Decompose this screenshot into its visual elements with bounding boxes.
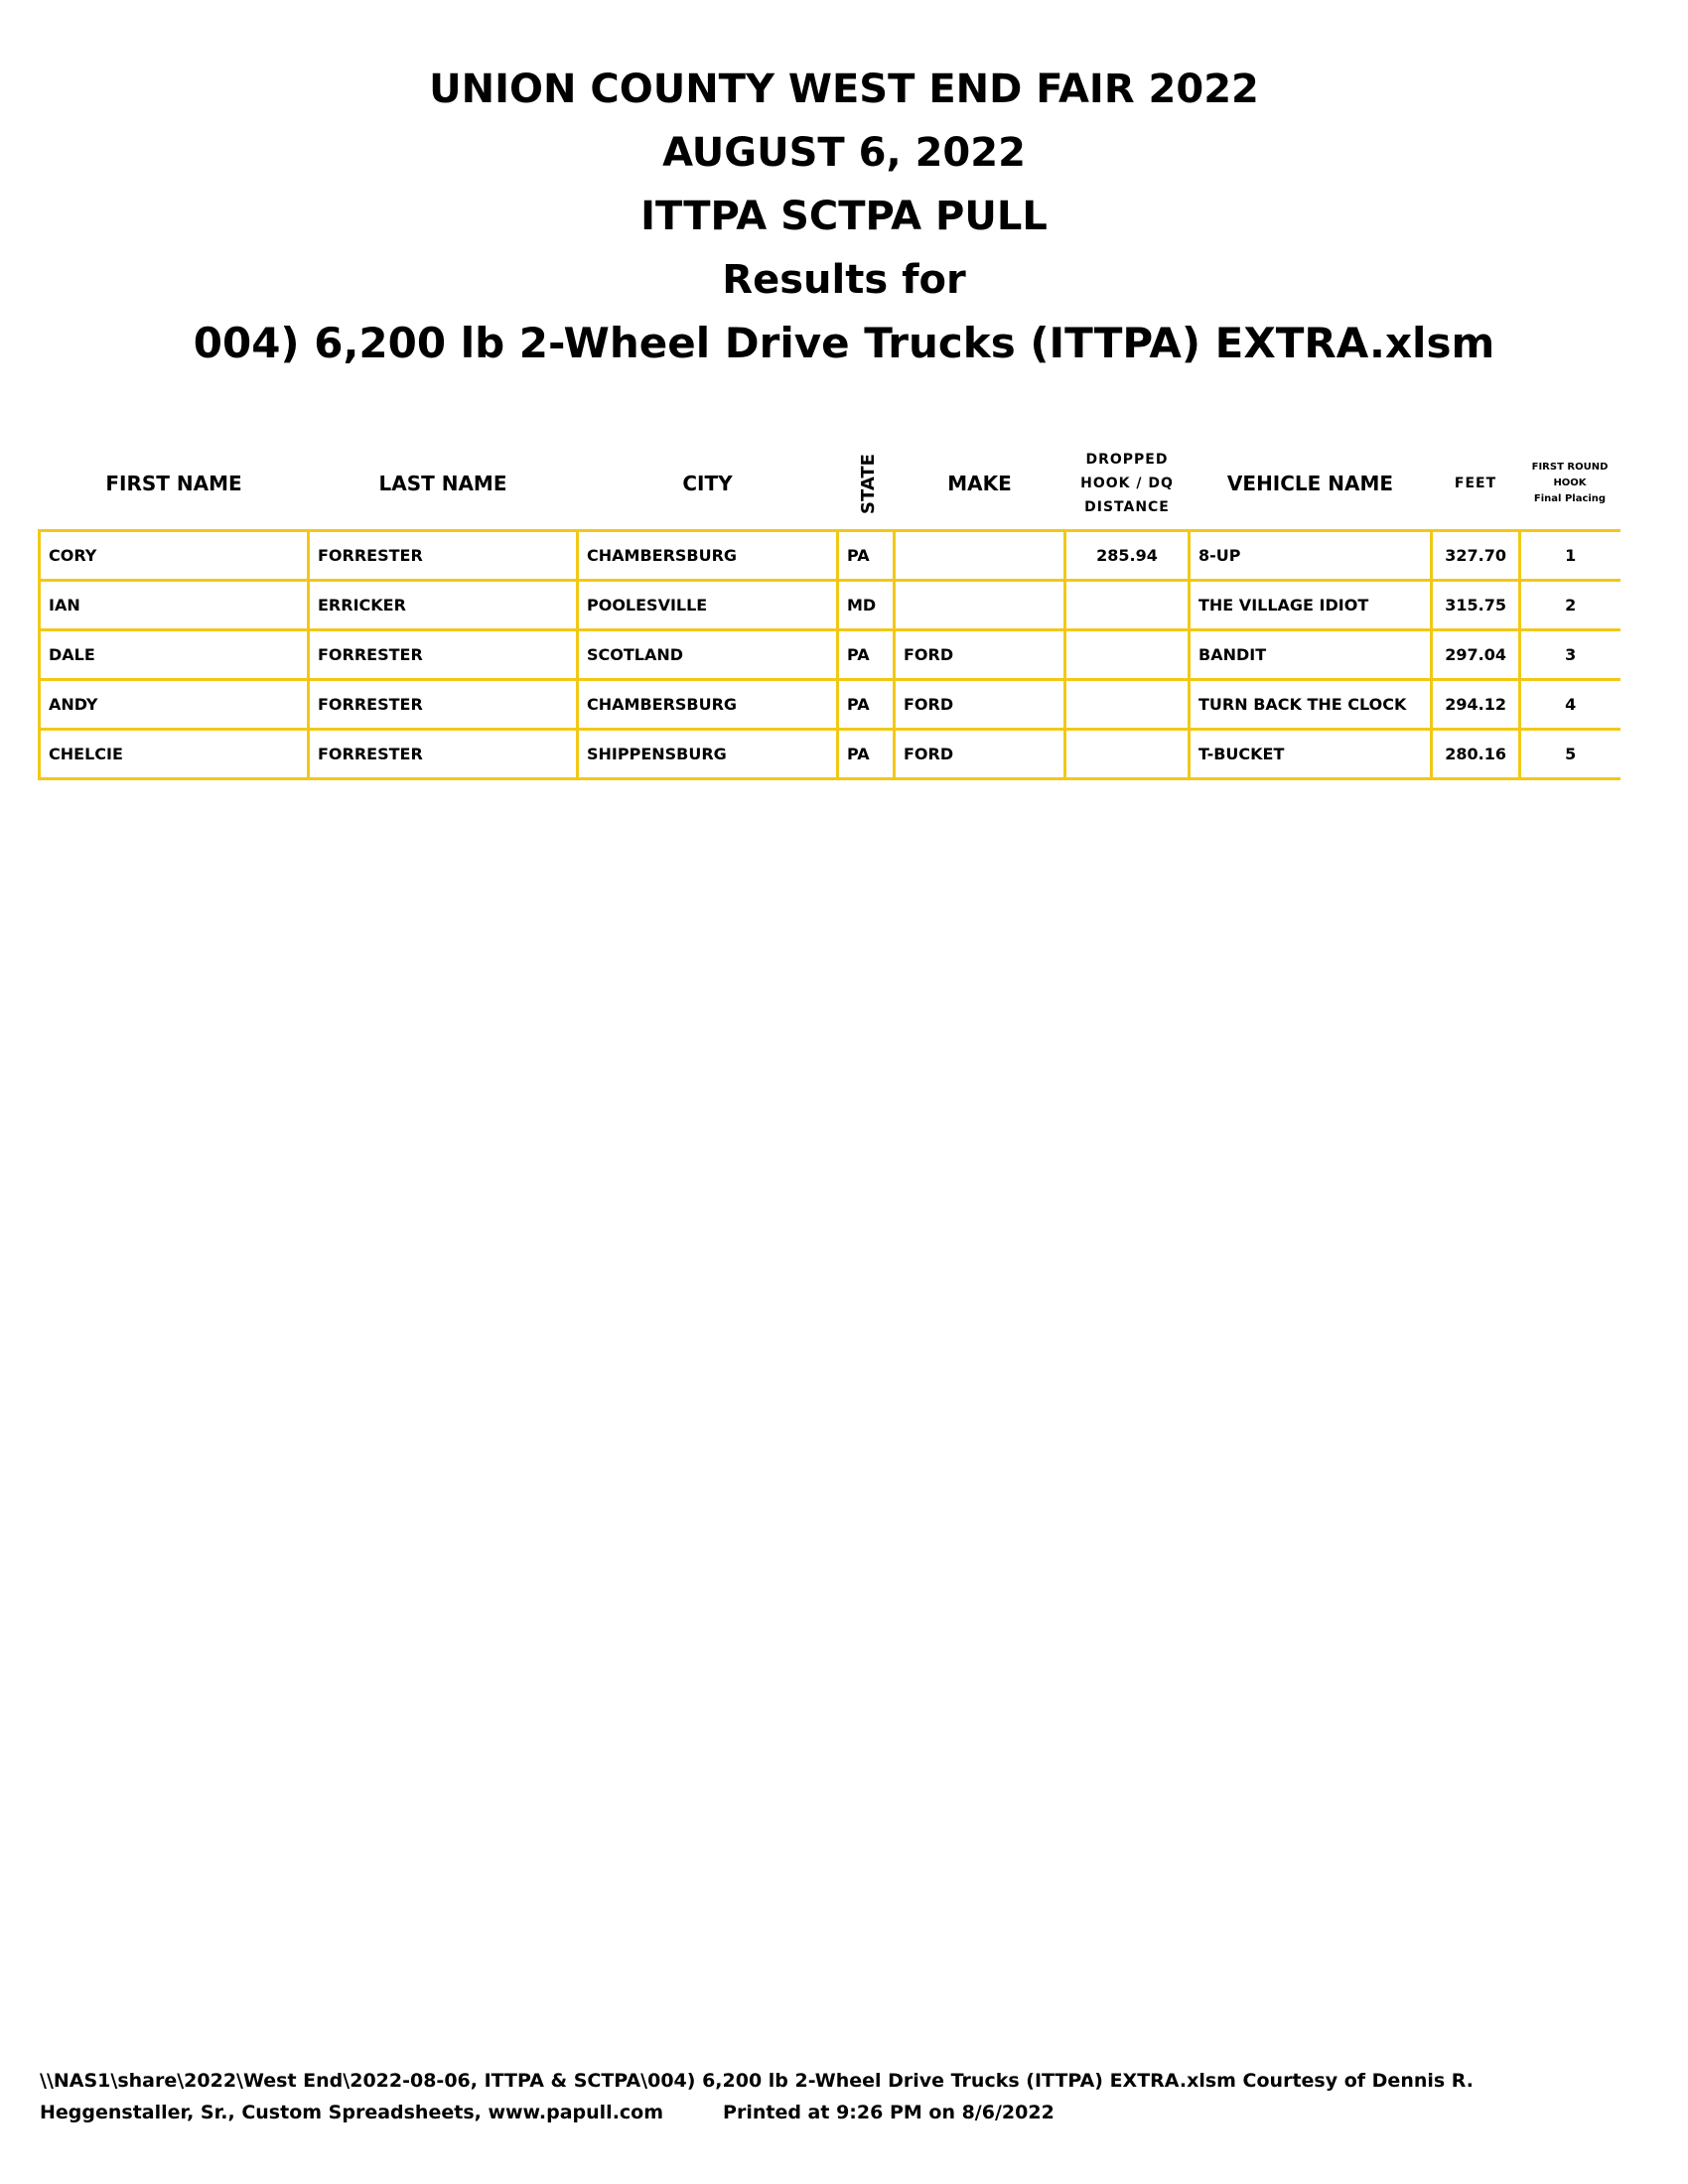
cell-dq-distance <box>1065 729 1190 778</box>
results-for-label: Results for <box>722 257 966 303</box>
cell-make <box>895 530 1065 580</box>
cell-first-name: CHELCIE <box>40 729 309 778</box>
cell-vehicle-name: THE VILLAGE IDIOT <box>1190 580 1432 629</box>
col-fr-line1: FIRST ROUND <box>1531 462 1609 474</box>
pull-name: ITTPA SCTPA PULL <box>640 194 1048 239</box>
class-title: 004) 6,200 lb 2-Wheel Drive Trucks (ITTPA) EXTRA.xlsm <box>193 319 1495 367</box>
cell-state: PA <box>838 729 895 778</box>
cell-vehicle-name: 8-UP <box>1190 530 1432 580</box>
cell-feet: 327.70 <box>1432 530 1520 580</box>
col-make: MAKE <box>947 472 1012 496</box>
cell-last-name: FORRESTER <box>309 729 578 778</box>
footer-credit-line <box>40 2097 1648 2128</box>
cell-city: CHAMBERSBURG <box>578 679 838 729</box>
cell-feet: 315.75 <box>1432 580 1520 629</box>
cell-first-name: CORY <box>40 530 309 580</box>
cell-placing: 4 <box>1520 679 1620 729</box>
col-state <box>838 439 895 530</box>
cell-city: CHAMBERSBURG <box>578 530 838 580</box>
table-row <box>40 679 1620 729</box>
cell-city: POOLESVILLE <box>578 580 838 629</box>
cell-first-name: IAN <box>40 580 309 629</box>
event-title: UNION COUNTY WEST END FAIR 2022 <box>429 67 1259 112</box>
cell-last-name: FORRESTER <box>309 530 578 580</box>
cell-dq-distance <box>1065 629 1190 679</box>
cell-last-name: FORRESTER <box>309 679 578 729</box>
col-first-name: FIRST NAME <box>105 472 242 496</box>
table-row <box>40 580 1620 629</box>
cell-vehicle-name: TURN BACK THE CLOCK <box>1190 679 1432 729</box>
table-row <box>40 629 1620 679</box>
cell-dq-distance <box>1065 580 1190 629</box>
col-final-placing <box>1520 439 1620 530</box>
table-row <box>40 530 1620 580</box>
col-city: CITY <box>682 472 733 496</box>
cell-first-name: ANDY <box>40 679 309 729</box>
col-dq-distance <box>1065 439 1190 530</box>
col-state-label: STATE <box>857 453 879 514</box>
cell-dq-distance: 285.94 <box>1065 530 1190 580</box>
header-row <box>40 439 1620 530</box>
cell-feet: 280.16 <box>1432 729 1520 778</box>
col-fr-line3: Final Placing <box>1533 493 1607 505</box>
results-table <box>38 439 1620 780</box>
cell-state: MD <box>838 580 895 629</box>
col-feet: FEET <box>1454 476 1497 492</box>
cell-city: SCOTLAND <box>578 629 838 679</box>
cell-city: SHIPPENSBURG <box>578 729 838 778</box>
cell-make: FORD <box>895 679 1065 729</box>
cell-state: PA <box>838 629 895 679</box>
cell-vehicle-name: BANDIT <box>1190 629 1432 679</box>
col-fr-line2: HOOK <box>1553 478 1587 489</box>
page-footer <box>40 2065 1648 2128</box>
cell-state: PA <box>838 679 895 729</box>
cell-state: PA <box>838 530 895 580</box>
cell-make: FORD <box>895 629 1065 679</box>
cell-placing: 3 <box>1520 629 1620 679</box>
cell-make: FORD <box>895 729 1065 778</box>
table-row <box>40 729 1620 778</box>
cell-first-name: DALE <box>40 629 309 679</box>
cell-make <box>895 580 1065 629</box>
report-header <box>0 58 1688 375</box>
cell-last-name: FORRESTER <box>309 629 578 679</box>
col-vehicle-name: VEHICLE NAME <box>1226 472 1394 496</box>
cell-feet: 294.12 <box>1432 679 1520 729</box>
cell-dq-distance <box>1065 679 1190 729</box>
cell-vehicle-name: T-BUCKET <box>1190 729 1432 778</box>
cell-feet: 297.04 <box>1432 629 1520 679</box>
cell-placing: 5 <box>1520 729 1620 778</box>
event-date: AUGUST 6, 2022 <box>662 130 1026 176</box>
cell-last-name: ERRICKER <box>309 580 578 629</box>
cell-placing: 1 <box>1520 530 1620 580</box>
col-dq-line3: DISTANCE <box>1084 499 1170 516</box>
col-dq-line2: HOOK / DQ <box>1080 476 1174 492</box>
footer-file-path: \\NAS1\share\2022\West End\2022-08-06, ITTPA & SCTPA\004) 6,200 lb 2-Wheel Drive Trucks (ITTPA) EXTRA.xlsm Courtesy of Dennis R. <box>40 2070 1475 2092</box>
col-dq-line1: DROPPED <box>1085 452 1169 469</box>
col-last-name: LAST NAME <box>378 472 507 496</box>
cell-placing: 2 <box>1520 580 1620 629</box>
footer-printed-time: Printed at 9:26 PM on 8/6/2022 <box>723 2102 1055 2123</box>
footer-credit: Heggenstaller, Sr., Custom Spreadsheets, www.papull.com <box>40 2102 664 2123</box>
